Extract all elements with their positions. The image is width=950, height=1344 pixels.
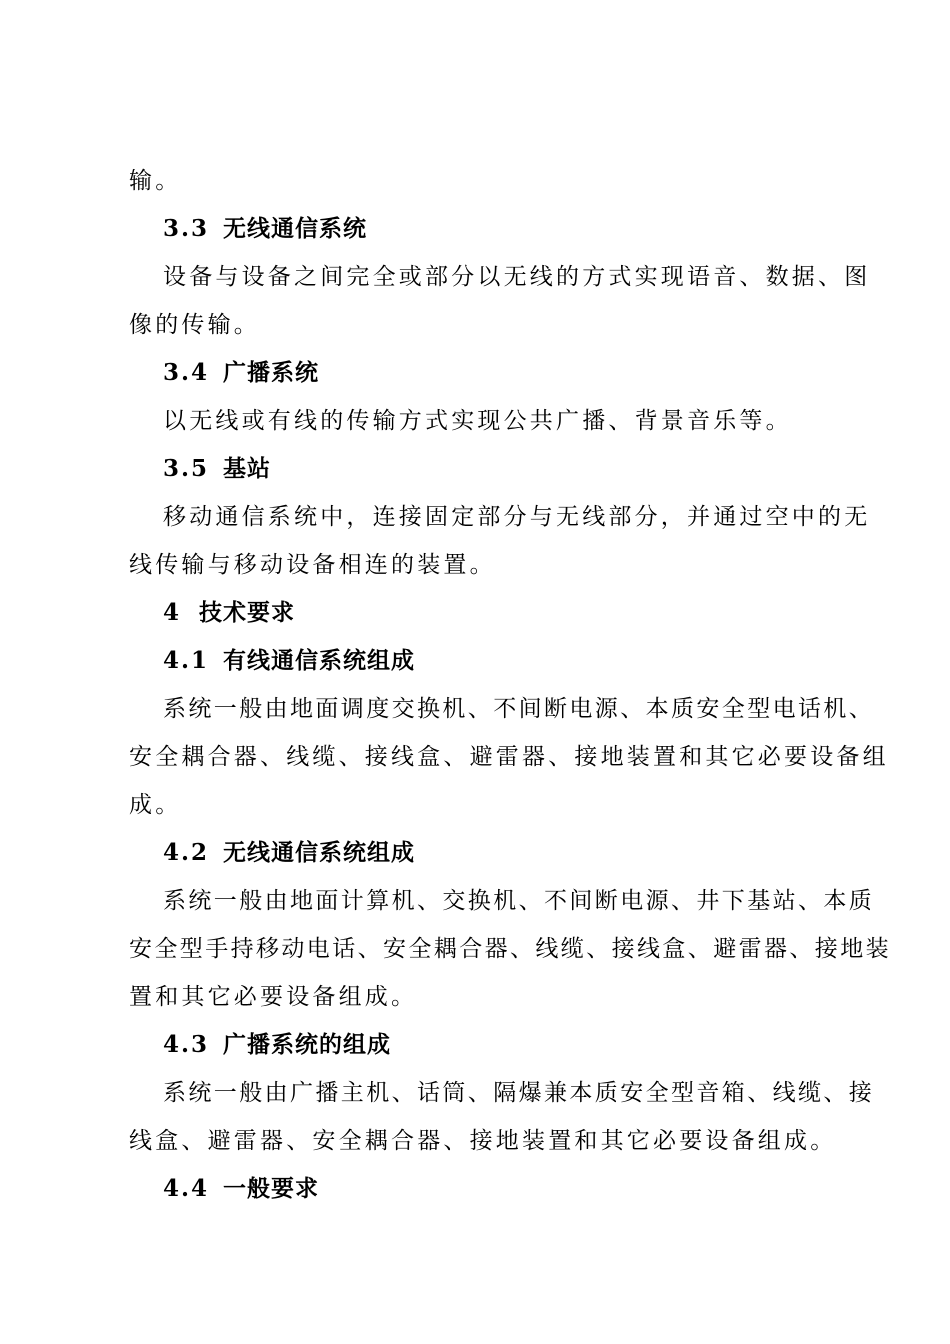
paragraph-line: 线盒、避雷器、安全耦合器、接地装置和其它必要设备组成。 (129, 1128, 837, 1154)
paragraph-line: 安全型手持移动电话、安全耦合器、线缆、接线盒、避雷器、接地装 (129, 936, 891, 962)
section-number: 3.4 (163, 359, 210, 386)
section-number: 4.2 (163, 839, 210, 866)
section-heading-4-2 (163, 838, 863, 868)
paragraph-line: 系统一般由广播主机、话筒、隔爆兼本质安全型音箱、线缆、接 (163, 1080, 875, 1106)
paragraph-line: 移动通信系统中，连接固定部分与无线部分，并通过空中的无 (163, 504, 871, 530)
paragraph-line: 系统一般由地面计算机、交换机、不间断电源、井下基站、本质 (163, 888, 875, 914)
section-title: 无线通信系统 (223, 216, 367, 242)
section-heading-3-5 (163, 454, 863, 484)
paragraph-line: 线传输与移动设备相连的装置。 (129, 552, 496, 578)
section-heading-3-3 (163, 214, 863, 244)
section-heading-4 (163, 598, 863, 628)
section-number: 3.5 (163, 455, 210, 482)
section-number: 4.4 (163, 1175, 210, 1202)
paragraph-line: 成。 (129, 792, 182, 818)
section-title: 无线通信系统组成 (223, 840, 415, 866)
paragraph-line: 置和其它必要设备组成。 (129, 984, 418, 1010)
section-number: 4 (163, 599, 182, 626)
paragraph-line: 以无线或有线的传输方式实现公共广播、背景音乐等。 (163, 408, 792, 434)
section-heading-3-4 (163, 358, 863, 388)
section-number: 4.1 (163, 647, 210, 674)
paragraph-line: 设备与设备之间完全或部分以无线的方式实现语音、数据、图 (163, 264, 871, 290)
section-title: 基站 (223, 456, 271, 482)
section-number: 4.3 (163, 1031, 210, 1058)
section-number: 3.3 (163, 215, 210, 242)
section-heading-4-4 (163, 1174, 863, 1204)
section-title: 广播系统的组成 (223, 1032, 391, 1058)
section-title: 一般要求 (223, 1176, 319, 1202)
section-title: 技术要求 (199, 600, 295, 626)
section-title: 广播系统 (223, 360, 319, 386)
section-title: 有线通信系统组成 (223, 648, 415, 674)
paragraph-line: 安全耦合器、线缆、接线盒、避雷器、接地装置和其它必要设备组 (129, 744, 889, 770)
paragraph-line: 输。 (129, 168, 182, 194)
paragraph-line: 系统一般由地面调度交换机、不间断电源、本质安全型电话机、 (163, 696, 875, 722)
section-heading-4-1 (163, 646, 863, 676)
paragraph-line: 像的传输。 (129, 312, 260, 338)
section-heading-4-3 (163, 1030, 863, 1060)
